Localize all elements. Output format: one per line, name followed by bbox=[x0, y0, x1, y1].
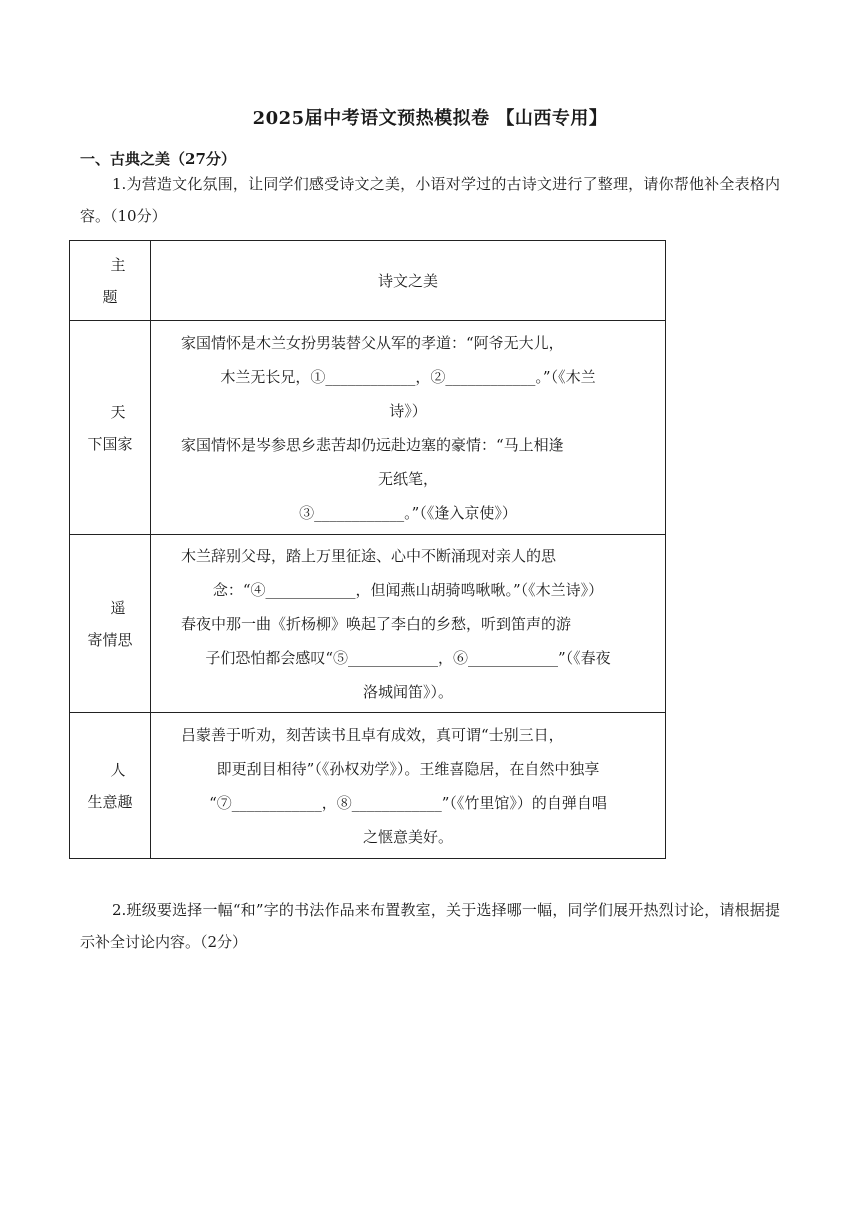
theme-header-a: 主 bbox=[110, 255, 126, 274]
content-line: 洛城闻笛》）。 bbox=[362, 682, 453, 701]
content-line: 之惬意美好。 bbox=[362, 827, 453, 846]
content-header-cell: 诗文之美 bbox=[151, 241, 666, 321]
question-1-body: 1.为营造文化氛围，让同学们感受诗文之美，小语对学过的古诗文进行了整理，请你帮他补全表格内容。（10分） bbox=[80, 175, 780, 225]
poetry-table bbox=[69, 240, 666, 859]
question-2-text bbox=[80, 894, 780, 958]
content-line: 念：“④____________，但闻燕山胡骑鸣啾啾。”（《木兰诗》） bbox=[212, 580, 604, 599]
content-line: 家国情怀是岑参思乡悲苦却仍远赴边塞的豪情：“马上相逢 bbox=[181, 435, 564, 454]
theme-label-a: 人 bbox=[110, 760, 126, 779]
theme-label-b: 生意趣 bbox=[87, 792, 133, 811]
table-row bbox=[70, 535, 666, 713]
theme-cell bbox=[70, 535, 151, 713]
content-line: 春夜中那一曲《折杨柳》唤起了李白的乡愁，听到笛声的游 bbox=[181, 614, 572, 633]
content-line: ③____________。”（《逢入京使》） bbox=[299, 503, 517, 522]
content-line: 无纸笔， bbox=[377, 469, 438, 488]
table-row bbox=[70, 713, 666, 859]
table-header-row bbox=[70, 241, 666, 321]
theme-cell bbox=[70, 321, 151, 535]
theme-label-a: 遥 bbox=[110, 598, 126, 617]
theme-cell bbox=[70, 713, 151, 859]
content-line: 诗》） bbox=[389, 401, 427, 420]
theme-label-a: 天 bbox=[110, 402, 126, 421]
content-line: 吕蒙善于听劝，刻苦读书且卓有成效，真可谓“士别三日， bbox=[181, 725, 564, 744]
theme-header-cell bbox=[70, 241, 151, 321]
content-line: 家国情怀是木兰女扮男装替父从军的孝道：“阿爷无大儿， bbox=[181, 333, 564, 352]
content-line: 子们恐怕都会感叹“⑤____________，⑥____________”（《春夜 bbox=[205, 648, 611, 667]
question-2-body: 2.班级要选择一幅“和”字的书法作品来布置教室，关于选择哪一幅，同学们展开热烈讨论，请根据提示补全讨论内容。（2分） bbox=[80, 901, 780, 951]
content-cell bbox=[151, 321, 666, 535]
content-line: 木兰无长兄，①____________，②____________。”（《木兰 bbox=[220, 367, 596, 386]
content-line: “⑦____________，⑧____________”（《竹里馆》）的自弹自唱 bbox=[209, 793, 607, 812]
theme-header-b: 题 bbox=[102, 287, 118, 306]
theme-label-b: 寄情思 bbox=[87, 630, 133, 649]
theme-label-b: 下国家 bbox=[87, 434, 133, 453]
content-line: 即更刮目相待”（《孙权劝学》）。王维喜隐居，在自然中独享 bbox=[216, 759, 600, 778]
question-1-text bbox=[80, 168, 780, 232]
content-cell bbox=[151, 535, 666, 713]
table-row bbox=[70, 321, 666, 535]
content-line: 木兰辞别父母，踏上万里征途、心中不断涌现对亲人的思 bbox=[181, 546, 557, 565]
section-heading: 一、古典之美（27分） bbox=[80, 150, 236, 168]
content-cell bbox=[151, 713, 666, 859]
exam-title: 2025届中考语文预热模拟卷 【山西专用】 bbox=[252, 108, 608, 129]
